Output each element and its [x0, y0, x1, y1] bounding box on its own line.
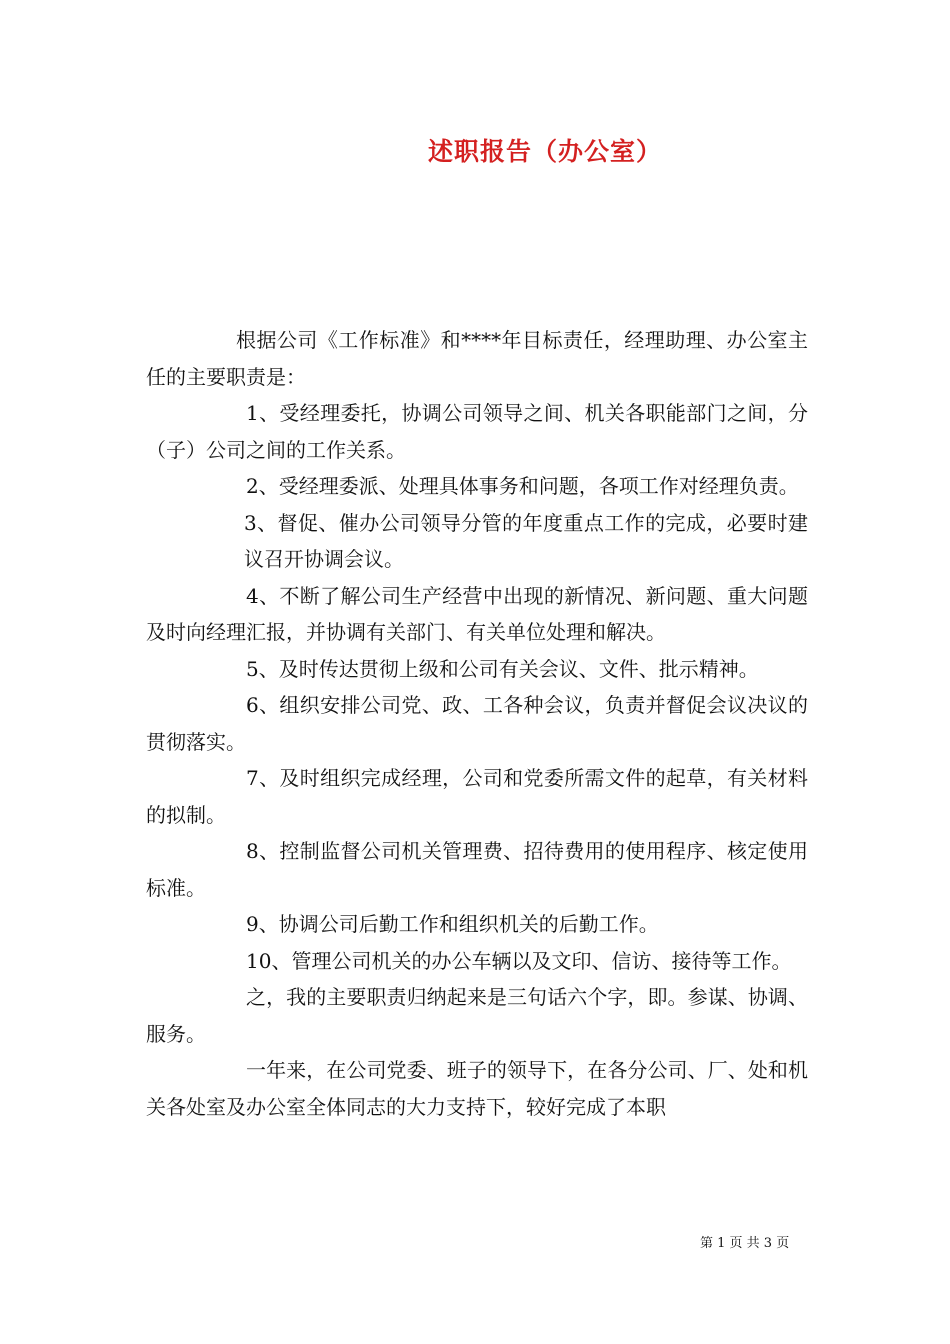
paragraph-duty-1: 1、受经理委托，协调公司领导之间、机关各职能部门之间，分（子）公司之间的工作关系。	[146, 401, 808, 462]
paragraph-intro: 根据公司《工作标准》和****年目标责任，经理助理、办公室主任的主要职责是：	[146, 328, 808, 389]
document-title: 述职报告（办公室）	[427, 137, 662, 166]
paragraph-duty-5: 5、及时传达贯彻上级和公司有关会议、文件、批示精神。	[246, 656, 759, 681]
page-number: 第 1 页 共 3 页	[700, 1236, 790, 1251]
paragraph-duty-6: 6、组织安排公司党、政、工各种会议，负责并督促会议决议的贯彻落实。	[146, 693, 808, 754]
paragraph-duty-10: 10、管理公司机关的办公车辆以及文印、信访、接待等工作。	[246, 948, 792, 973]
paragraph-duty-4: 4、不断了解公司生产经营中出现的新情况、新问题、重大问题及时向经理汇报，并协调有关部门、有关单位处理和解决。	[146, 583, 808, 644]
paragraph-summary: 之，我的主要职责归纳起来是三句话六个字，即。参谋、协调、服务。	[146, 985, 808, 1046]
paragraph-review: 一年来，在公司党委、班子的领导下，在各分公司、厂、处和机关各处室及办公室全体同志的大力支持下，较好完成了本职	[146, 1058, 808, 1119]
paragraph-duty-8: 8、控制监督公司机关管理费、招待费用的使用程序、核定使用标准。	[146, 839, 808, 900]
paragraph-duty-9: 9、协调公司后勤工作和组织机关的后勤工作。	[246, 912, 659, 936]
paragraph-duty-2: 2、受经理委派、处理具体事务和问题，各项工作对经理负责。	[246, 474, 799, 498]
document-body	[146, 322, 808, 1125]
paragraph-duty-3: 3、督促、催办公司领导分管的年度重点工作的完成，必要时建议召开协调会议。	[244, 510, 808, 571]
paragraph-duty-7: 7、及时组织完成经理，公司和党委所需文件的起草，有关材料的拟制。	[146, 766, 808, 827]
